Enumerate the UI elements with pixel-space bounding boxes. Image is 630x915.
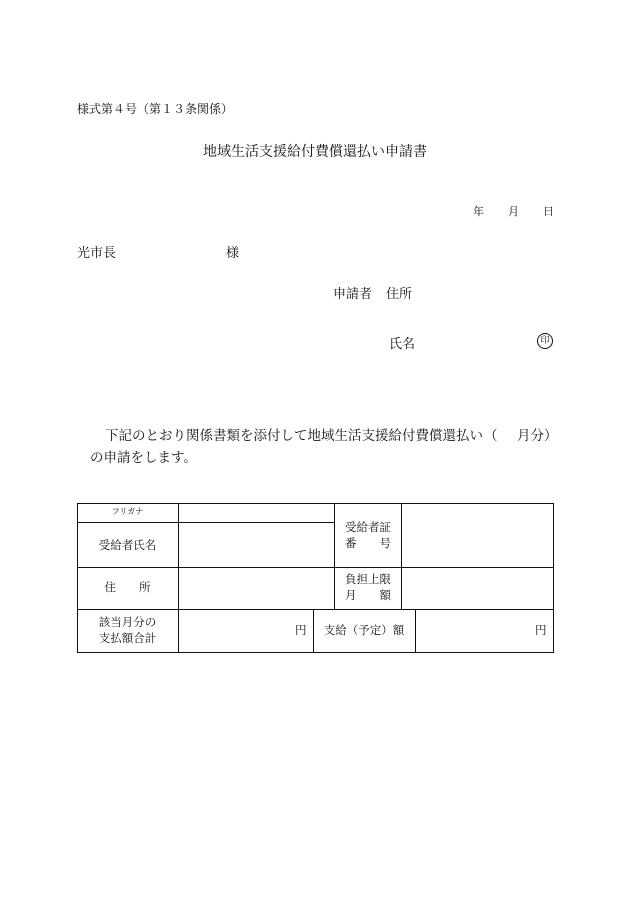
date-month-label: 月: [508, 205, 519, 218]
table-col-divider-2: [334, 503, 335, 609]
yen-unit-2: 円: [535, 623, 547, 637]
limit-label-1: 負担上限: [345, 572, 391, 586]
body-text-line2: の申請をします。: [90, 450, 197, 466]
furigana-label: フリガナ: [111, 507, 144, 516]
date-day-label: 日: [543, 205, 554, 218]
body-paren-open: （: [484, 428, 498, 444]
form-number: 様式第４号（第１３条関係）: [77, 102, 234, 116]
table-col-divider-1: [178, 503, 179, 653]
seal-icon: 印: [537, 333, 553, 349]
yen-unit-1: 円: [295, 623, 307, 637]
table-col-divider-3: [401, 503, 402, 609]
payment-amount-label: 支給（予定）額: [323, 623, 405, 637]
recipient-cert-label-1: 受給者証: [345, 520, 391, 534]
body-text-line1: 下記のとおり関係書類を添付して地域生活支援給付費償還払い: [105, 428, 483, 444]
applicant-name-label: 氏名: [389, 337, 416, 352]
recipient-name-label: 受給者氏名: [98, 538, 157, 552]
date-year-label: 年: [473, 205, 484, 218]
table-row-divider-1: [77, 567, 554, 568]
page-title: 地域生活支援給付費償還払い申請書: [203, 144, 427, 160]
table-border-top: [77, 503, 554, 504]
table-border-bottom: [77, 652, 554, 653]
addressee-mayor: 光市長: [77, 246, 117, 261]
addressee-honorific: 様: [226, 246, 240, 261]
table-row-divider-2: [77, 609, 554, 610]
body-month-close: 月分）: [517, 428, 558, 444]
applicant-address-label: 住所: [386, 287, 413, 302]
table-border-right: [553, 503, 554, 653]
limit-label-2: 月 額: [345, 588, 391, 602]
table-furigana-divider: [77, 522, 334, 523]
recipient-cert-label-2: 番 号: [345, 536, 391, 550]
total-label-1: 該当月分の: [98, 615, 157, 629]
table-col-divider-5: [415, 609, 416, 653]
applicant-label: 申請者: [333, 287, 373, 302]
address-label: 住 所: [104, 580, 151, 594]
total-label-2: 支払額合計: [98, 631, 157, 645]
application-table: [77, 503, 554, 653]
